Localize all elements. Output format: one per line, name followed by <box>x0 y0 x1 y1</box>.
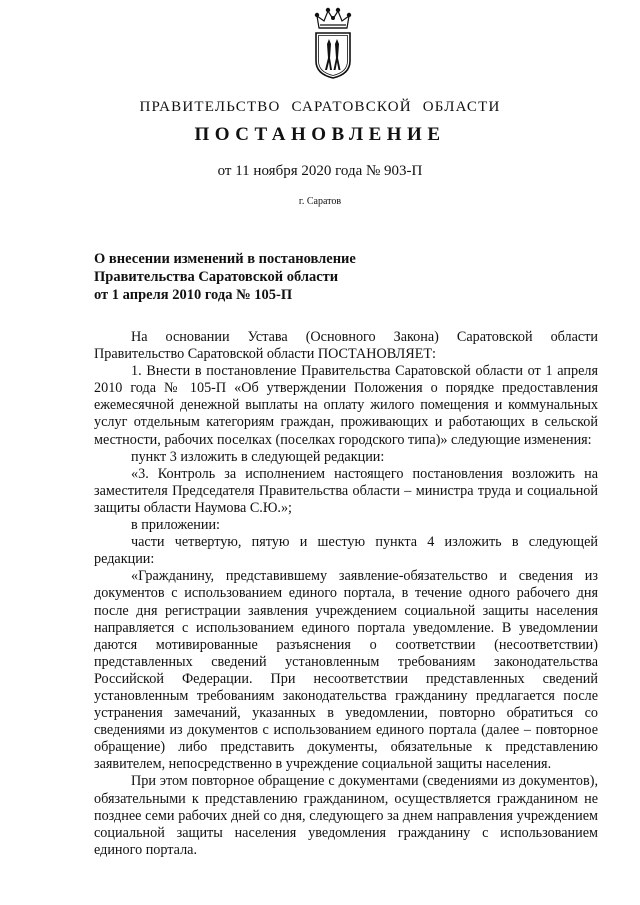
document-city: г. Саратов <box>298 196 342 207</box>
body-paragraph: 1. Внести в постановление Правительства Саратовской области от 1 апреля 2010 года № 105-П «Об утверждении Положения о порядке предоставления ежемесячной денежной выплаты на оплату жилого помещения и коммунальных услуг отдельным категориям граждан, проживающих и работающих в сельской местности, рабочих поселках (поселках городского типа)» следующие изменения: <box>94 363 598 448</box>
subject-line: от 1 апреля 2010 года № 105-П <box>94 287 293 303</box>
subject-line: О внесении изменений в постановление <box>94 251 356 267</box>
saratov-coat-of-arms-icon <box>307 6 359 80</box>
body-paragraph: части четвертую, пятую и шестую пункта 4 изложить в следующей редакции: <box>94 534 598 568</box>
government-name: ПРАВИТЕЛЬСТВО САРАТОВСКОЙ ОБЛАСТИ <box>139 99 501 115</box>
subject-line: Правительства Саратовской области <box>94 269 339 285</box>
document-body <box>94 329 598 859</box>
body-paragraph: в приложении: <box>131 517 220 534</box>
document-type: ПОСТАНОВЛЕНИЕ <box>194 124 446 145</box>
document-date-number: от 11 ноября 2020 года № 903-П <box>217 163 423 179</box>
body-paragraph: «3. Контроль за исполнением настоящего постановления возложить на заместителя Председателя Правительства области – министра труда и социальной защиты области Наумова С.Ю.»; <box>94 465 598 516</box>
body-paragraph: «Гражданину, представившему заявление-обязательство и сведения из документов с использованием единого портала, в течение одного рабочего дня после дня регистрации заявления учреждением социальной защиты населения направляется с использованием единого портала уведомление. В уведомлении даются мотивированные разъяснения о соответствии (несоответствии) представленных сведений установленным требованиям законодательства Российской Федерации. При несоответствии представленных сведений установленным требованиям законодательства гражданину предлагается после устранения замечаний, указанных в уведомлении, повторно обратиться со сведениями из документов с использованием единого портала (далее – повторное обращение) либо представить документы, обязательные к представлению заявителем, непосредственно в учреждение социальной защиты населения. <box>94 568 598 773</box>
body-paragraph: пункт 3 изложить в следующей редакции: <box>131 448 385 465</box>
body-paragraph: На основании Устава (Основного Закона) Саратовской области Правительство Саратовской области ПОСТАНОВЛЯЕТ: <box>94 329 598 363</box>
body-paragraph: При этом повторное обращение с документами (сведениями из документов), обязательными к представлению гражданином, осуществляется гражданином не позднее семи рабочих дней со дня, следующего за днем направления учреждением социальной защиты населения уведомления гражданину с использованием единого портала. <box>94 773 598 858</box>
document-subject <box>94 250 356 304</box>
